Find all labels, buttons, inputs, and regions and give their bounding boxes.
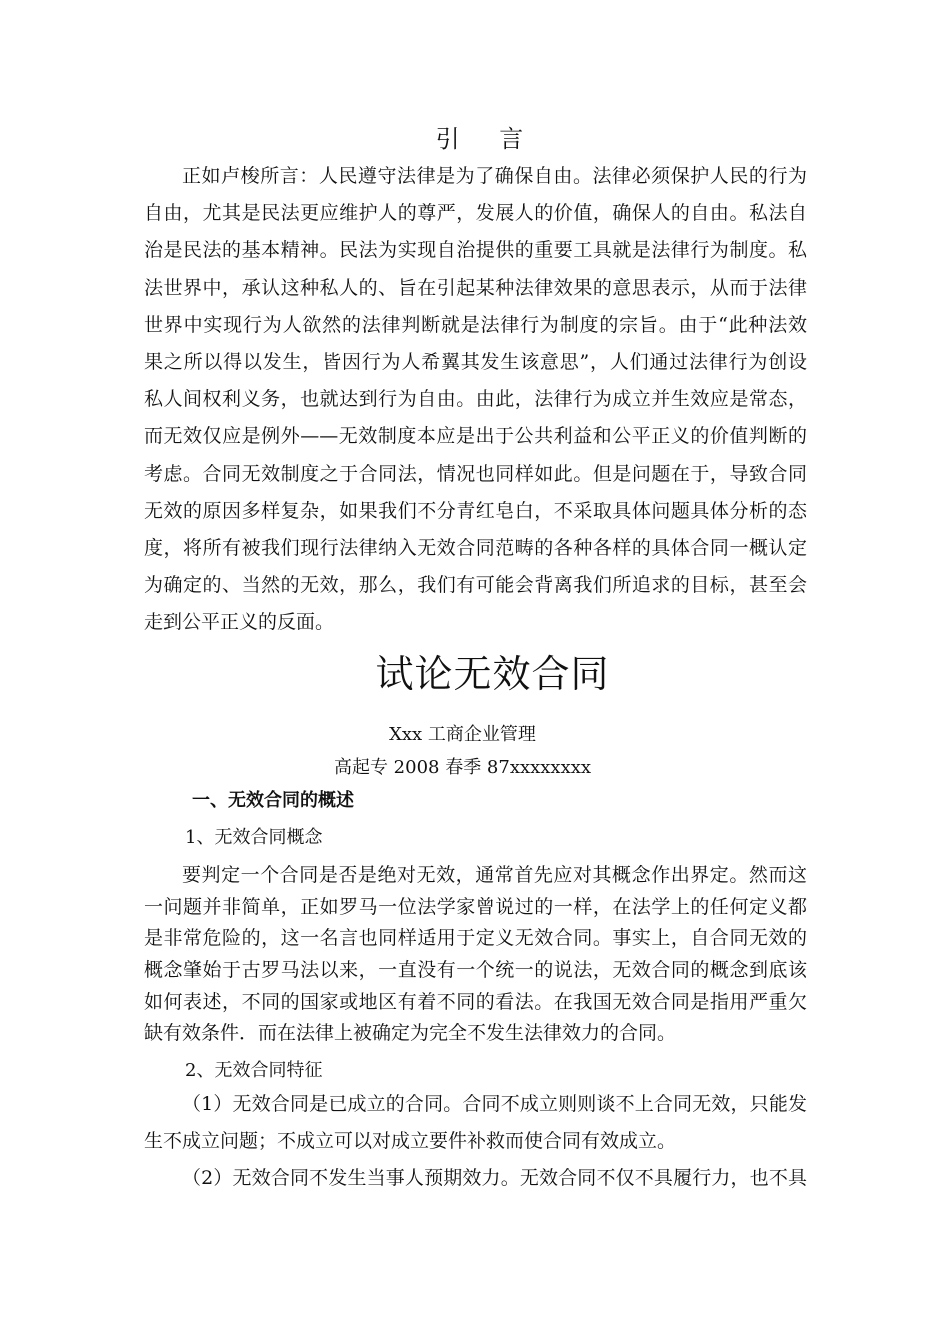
intro-line: 无效的原因多样复杂，如果我们不分青红皂白，不采取具体问题具体分析的态 <box>144 499 807 522</box>
feature-line: （1）无效合同是已成立的合同。合同不成立则则谈不上合同无效，只能发 <box>182 1093 807 1115</box>
paper-title: 试论无效合同 <box>375 652 610 696</box>
intro-line: 果之所以得以发生，皆因行为人希翼其发生该意思”，人们通过法律行为创设 <box>144 350 807 373</box>
concept-line: 缺有效条件．而在法律上被确定为完全不发生法律效力的合同。 <box>144 1022 677 1045</box>
concept-line: 概念肇始于古罗马法以来，一直没有一个统一的说法，无效合同的概念到底该 <box>144 959 807 982</box>
intro-line: 为确定的、当然的无效，那么，我们有可能会背离我们所追求的目标，甚至会 <box>144 574 807 597</box>
intro-line: 法世界中，承认这种私人的、旨在引起某种法律效果的意思表示，从而于法律 <box>144 276 807 299</box>
intro-line: 世界中实现行为人欲然的法律判断就是法律行为制度的宗旨。由于“此种法效 <box>144 313 807 336</box>
features-list <box>144 1086 807 1197</box>
intro-line: 而无效仅应是例外——无效制度本应是出于公共利益和公平正义的价值判断的 <box>144 425 807 448</box>
section-heading: 一、无效合同的概述 <box>192 790 354 811</box>
intro-line: 自由，尤其是民法更应维护人的尊严，发展人的价值，确保人的自由。私法自 <box>144 202 807 225</box>
concept-line: 要判定一个合同是否是绝对无效，通常首先应对其概念作出界定。然而这 <box>182 864 807 886</box>
intro-line: 走到公平正义的反面。 <box>144 611 335 634</box>
subsection-heading-features: 2、无效合同特征 <box>185 1060 323 1081</box>
intro-line: 考虑。合同无效制度之于合同法，情况也同样如此。但是问题在于，导致合同 <box>144 462 807 485</box>
program-line: 高起专 2008 春季 87xxxxxxxx <box>333 757 592 778</box>
intro-line: 私人间权利义务，也就达到行为自由。由此，法律行为成立并生效应是常态， <box>144 388 807 411</box>
intro-paragraph <box>144 158 807 641</box>
concept-line: 是非常危险的，这一名言也同样适用于定义无效合同。事实上，自合同无效的 <box>144 927 807 950</box>
concept-line: 一问题并非简单，正如罗马一位法学家曾说过的一样，在法学上的任何定义都 <box>144 895 807 918</box>
intro-heading: 引 言 <box>435 125 540 153</box>
feature-line: 生不成立问题；不成立可以对成立要件补救而使合同有效成立。 <box>144 1130 677 1152</box>
subsection-heading-concept: 1、无效合同概念 <box>185 827 323 848</box>
intro-line: 治是民法的基本精神。民法为实现自治提供的重要工具就是法律行为制度。私 <box>144 239 807 262</box>
concept-paragraph <box>144 860 807 1050</box>
author-line: Xxx 工商企业管理 <box>389 724 536 745</box>
intro-line: 度，将所有被我们现行法律纳入无效合同范畴的各种各样的具体合同一概认定 <box>144 536 807 559</box>
concept-line: 如何表述，不同的国家或地区有着不同的看法。在我国无效合同是指用严重欠 <box>144 990 807 1013</box>
intro-line: 正如卢梭所言：人民遵守法律是为了确保自由。法律必须保护人民的行为 <box>182 165 807 187</box>
feature-line: （2）无效合同不发生当事人预期效力。无效合同不仅不具履行力，也不具 <box>182 1167 807 1189</box>
